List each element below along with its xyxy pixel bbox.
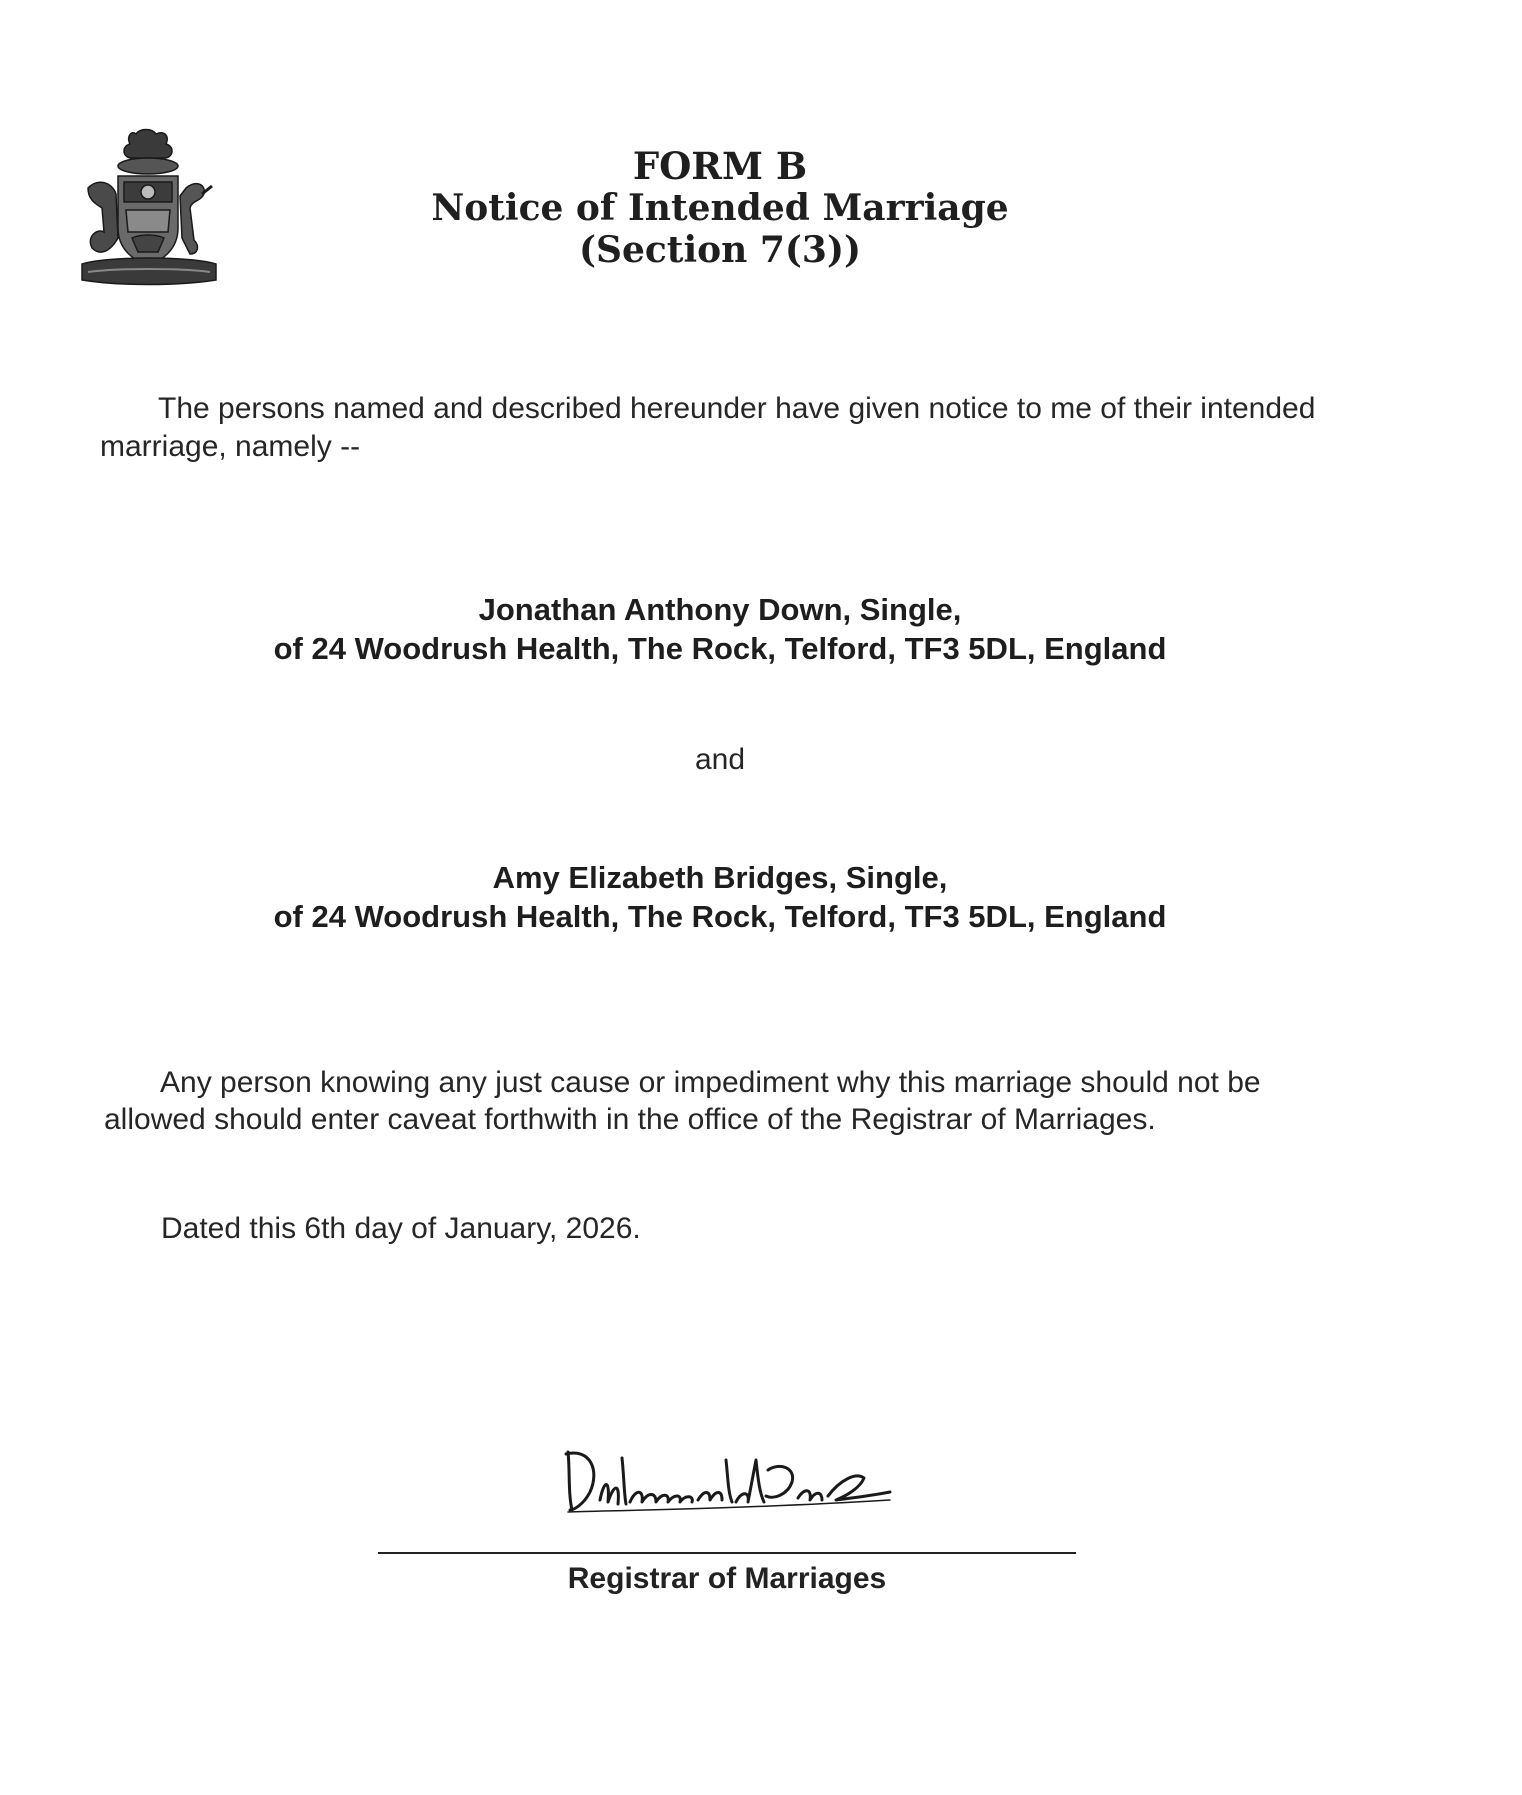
handwritten-signature xyxy=(560,1440,900,1520)
caveat-text: Any person knowing any just cause or impediment why this marriage should not be allowed should enter caveat forthwith in the office of the Registrar of Marriages. xyxy=(104,1066,1261,1136)
caveat-paragraph xyxy=(104,1064,1354,1138)
dated-line: Dated this 6th day of January, 2026. xyxy=(161,1212,641,1245)
form-title: FORM B xyxy=(632,144,808,188)
party-one-name: Jonathan Anthony Down, Single, xyxy=(478,592,962,627)
conjunction-text: and xyxy=(694,743,746,776)
form-subtitle: Notice of Intended Marriage xyxy=(431,187,1009,229)
coat-of-arms-icon xyxy=(78,128,220,288)
party-one-block xyxy=(160,590,1280,668)
form-section-reference: (Section 7(3)) xyxy=(578,229,862,271)
intro-paragraph xyxy=(100,390,1340,466)
party-two-name: Amy Elizabeth Bridges, Single, xyxy=(492,860,948,895)
party-two-block xyxy=(160,858,1280,936)
party-one-address: of 24 Woodrush Health, The Rock, Telford, TF3 5DL, England xyxy=(273,631,1167,666)
form-header xyxy=(420,145,1020,271)
party-two-address: of 24 Woodrush Health, The Rock, Telford, TF3 5DL, England xyxy=(273,899,1167,934)
signature-line xyxy=(378,1552,1076,1554)
intro-text: The persons named and described hereunder have given notice to me of their intended marriage, namely -- xyxy=(100,392,1316,463)
registrar-caption: Registrar of Marriages xyxy=(567,1562,887,1595)
